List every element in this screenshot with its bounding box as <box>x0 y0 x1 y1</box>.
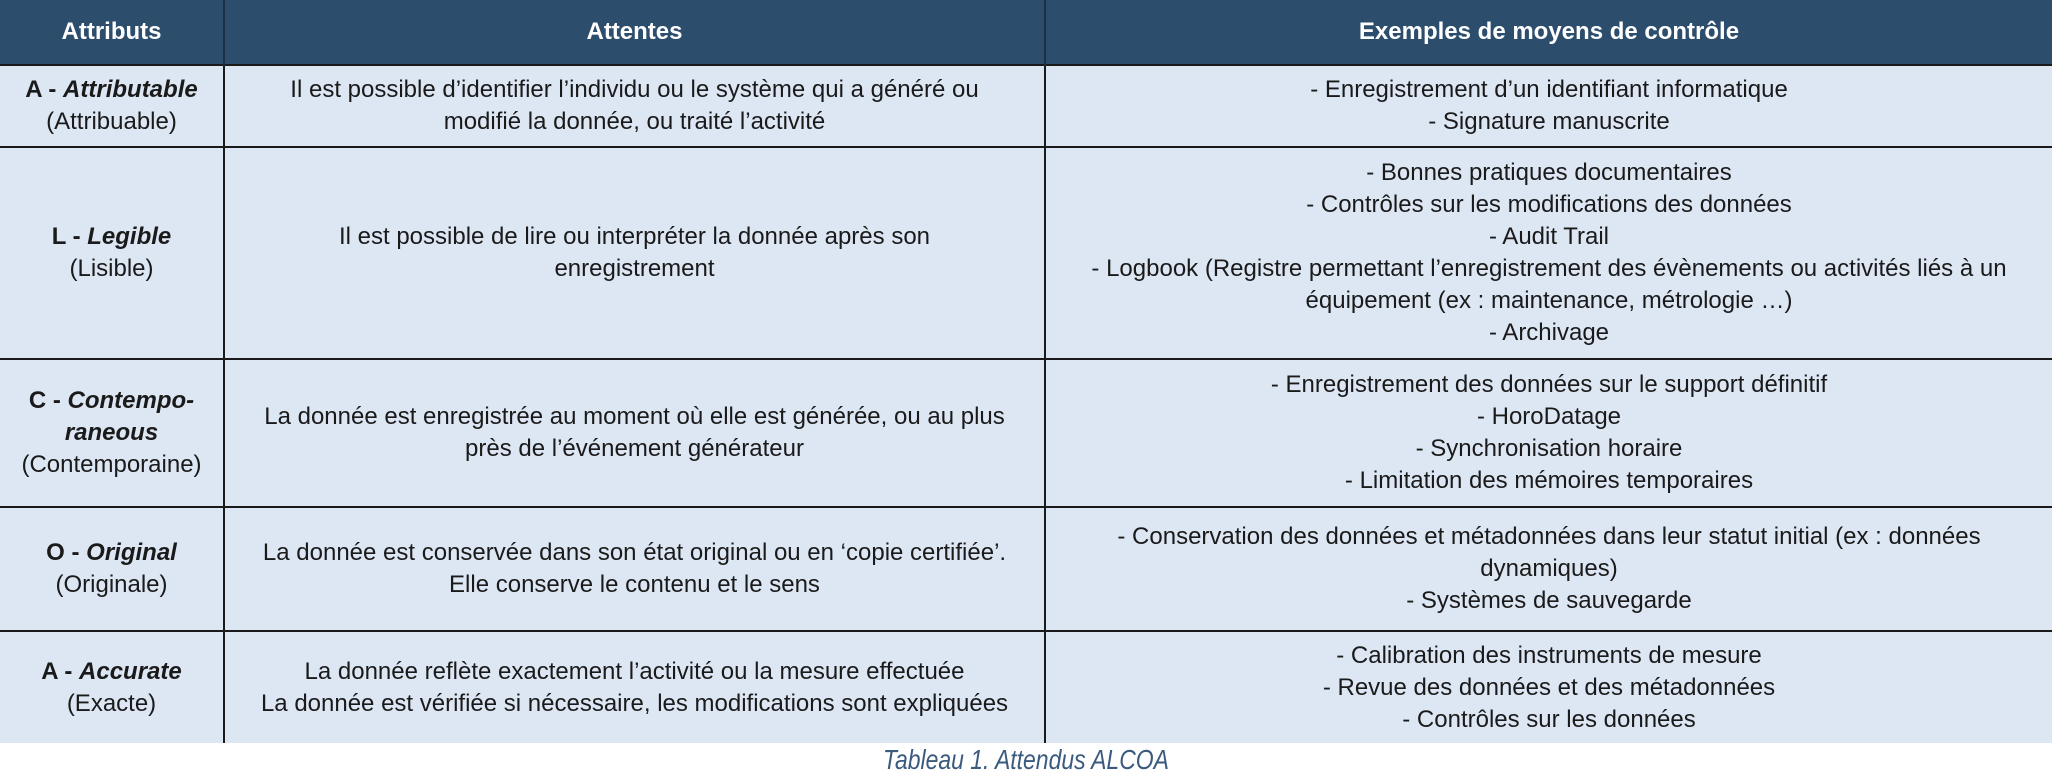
exemples-cell <box>1045 359 2052 507</box>
table-row <box>0 359 2052 507</box>
attribute-code: L - <box>51 223 88 250</box>
exemple-item: - Audit Trail <box>1488 223 1610 250</box>
exemple-item: - Systèmes de sauvegarde <box>1406 587 1692 614</box>
attentes-text: La donnée est vérifiée si nécessaire, les modifications sont expliquées <box>260 689 1009 717</box>
attribute-name: Contempo-raneous <box>64 387 195 446</box>
exemple-item: - Bonnes pratiques documentaires <box>1366 159 1732 186</box>
exemple-item: - Synchronisation horaire <box>1415 435 1683 462</box>
exemple-item: - Enregistrement des données sur le support définitif <box>1270 371 1828 398</box>
table-row <box>0 147 2052 359</box>
exemples-cell <box>1045 65 2052 147</box>
exemple-item: - Logbook (Registre permettant l’enregistrement des évènements ou activités liés à un équipement (ex : maintenance, métrologie …) <box>1091 255 2007 314</box>
attribute-translation: (Attribuable) <box>46 108 177 135</box>
table-row <box>0 631 2052 743</box>
exemples-cell <box>1045 631 2052 743</box>
attentes-text: La donnée est enregistrée au moment où elle est générée, ou au plus près de l’événement générateur <box>264 403 1005 462</box>
table-caption: Tableau 1. Attendus ALCOA <box>883 744 1169 775</box>
exemples-cell <box>1045 507 2052 631</box>
attentes-text: Il est possible de lire ou interpréter la donnée après son enregistrement <box>338 223 931 282</box>
attribute-cell <box>0 507 224 631</box>
exemple-item: - Calibration des instruments de mesure <box>1336 641 1762 669</box>
attribute-name: Attributable <box>63 76 198 103</box>
attribute-cell <box>0 65 224 147</box>
exemple-item: - Enregistrement d’un identifiant informatique <box>1310 76 1788 103</box>
exemples-cell <box>1045 147 2052 359</box>
table-row <box>0 65 2052 147</box>
exemple-item: - Revue des données et des métadonnées <box>1322 673 1776 701</box>
attentes-text: La donnée reflète exactement l’activité ou la mesure effectuée <box>304 657 965 685</box>
exemple-item: - Signature manuscrite <box>1428 108 1670 135</box>
header-attributs: Attributs <box>0 0 224 65</box>
exemple-item: - HoroDatage <box>1476 403 1622 430</box>
exemple-item: - Limitation des mémoires temporaires <box>1344 467 1754 494</box>
attentes-cell <box>224 65 1045 147</box>
attentes-cell <box>224 359 1045 507</box>
attribute-translation: (Exacte) <box>66 689 157 717</box>
header-row <box>0 0 2052 65</box>
header-attentes: Attentes <box>224 0 1045 65</box>
attribute-code: A - <box>41 657 80 685</box>
attribute-code: A - <box>25 76 64 103</box>
attribute-name: Legible <box>87 223 172 250</box>
attribute-name: Original <box>86 539 177 566</box>
attribute-translation: (Contemporaine) <box>21 451 202 478</box>
attentes-text: Il est possible d’identifier l’individu ou le système qui a généré ou modifié la donnée, ou traité l’activité <box>290 76 979 135</box>
exemple-item: - Archivage <box>1488 319 1610 346</box>
exemple-item: - Contrôles sur les données <box>1402 705 1696 733</box>
attribute-cell <box>0 631 224 743</box>
attribute-cell <box>0 359 224 507</box>
attribute-name: Accurate <box>79 657 182 685</box>
attentes-cell <box>224 631 1045 743</box>
attentes-text: La donnée est conservée dans son état original ou en ‘copie certifiée’. <box>262 539 1007 566</box>
attribute-code: O - <box>46 539 87 566</box>
attentes-cell <box>224 507 1045 631</box>
attribute-translation: (Originale) <box>55 571 168 598</box>
attribute-cell <box>0 147 224 359</box>
header-exemples: Exemples de moyens de contrôle <box>1045 0 2052 65</box>
table-row <box>0 507 2052 631</box>
attentes-text: Elle conserve le contenu et le sens <box>449 571 820 598</box>
attribute-code: C - <box>28 387 68 414</box>
exemple-item: - Contrôles sur les modifications des données <box>1306 191 1792 218</box>
exemple-item: - Conservation des données et métadonnées dans leur statut initial (ex : données dynamiques) <box>1117 523 1981 582</box>
attribute-translation: (Lisible) <box>69 255 154 282</box>
attentes-cell <box>224 147 1045 359</box>
